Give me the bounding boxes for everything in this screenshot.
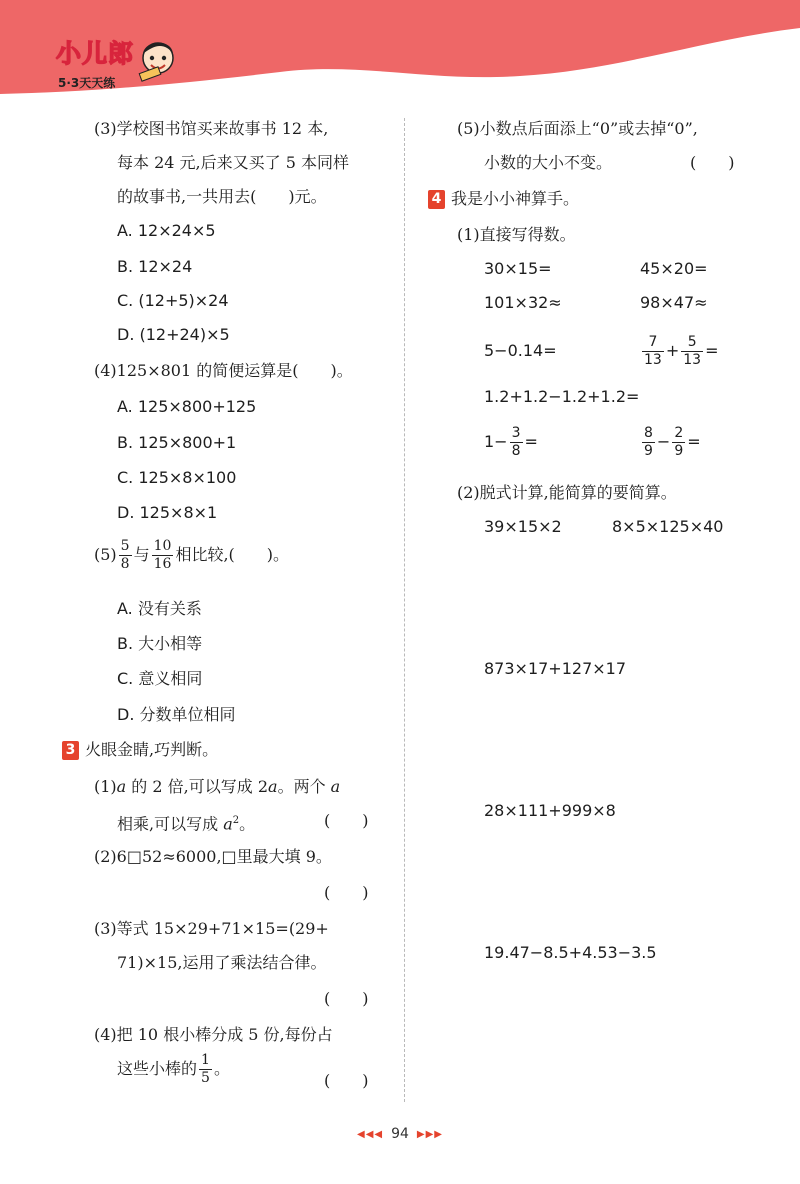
calc-r3b-frac2 xyxy=(681,334,703,369)
sec3-q1-var-a2: a xyxy=(268,777,278,796)
sec3-q4-end: 。 xyxy=(213,1059,230,1078)
calc-r5a-pre: 1− xyxy=(484,432,508,451)
calc-r5a-den: 8 xyxy=(511,443,521,459)
q2-5-frac1-den: 8 xyxy=(120,556,130,572)
expr-19-47-decimals: 19.47−8.5+4.53−3.5 xyxy=(484,943,657,962)
section-4-title: 我是小小神算手。 xyxy=(451,189,580,208)
q2-5-mid: 与 xyxy=(133,545,150,564)
sec3-q4-line2 xyxy=(117,1052,230,1087)
prev-arrows-icon: ◀◀◀ xyxy=(357,1129,384,1140)
q2-5-fraction-2 xyxy=(152,538,174,573)
calc-r5a-num: 3 xyxy=(511,425,521,441)
sec3-q4-frac-den: 5 xyxy=(201,1070,210,1086)
expr-8x5x125x40: 8×5×125×40 xyxy=(612,517,724,536)
q2-4-option-b[interactable]: B. 125×800+1 xyxy=(117,433,237,452)
sec3-q3-line2: 71)×15,运用了乘法结合律。 xyxy=(117,953,327,972)
calc-1-2-sum: 1.2+1.2−1.2+1.2= xyxy=(484,387,640,406)
sec3-q1-text-e: 。 xyxy=(239,814,256,834)
calc-7-13-plus-5-13 xyxy=(640,334,718,369)
section-4-badge: 4 xyxy=(428,190,445,209)
header-band xyxy=(0,0,800,110)
sec3-q3-line1: (3)等式 15×29+71×15=(29+ xyxy=(94,919,329,938)
q2-5-fraction-1 xyxy=(119,538,132,573)
calc-45x20: 45×20= xyxy=(640,259,708,278)
calc-101x32: 101×32≈ xyxy=(484,293,562,312)
sec3-q1-var-a3: a xyxy=(330,777,341,796)
q2-3-line2: 每本 24 元,后来又买了 5 本同样 xyxy=(117,153,349,172)
section-3-badge: 3 xyxy=(62,741,79,760)
sec3-q1-text-d: 相乘,可以写成 xyxy=(117,814,224,834)
sec3-q4-fraction xyxy=(199,1052,212,1087)
brand-subtitle: 5·3天天练 xyxy=(58,76,116,90)
boy-mascot-icon xyxy=(138,34,178,82)
q2-3-option-b[interactable]: B. 12×24 xyxy=(117,257,193,276)
q2-3-line1: (3)学校图书馆买来故事书 12 本, xyxy=(94,119,329,138)
q2-3-option-c[interactable]: C. (12+5)×24 xyxy=(117,291,229,310)
calc-30x15: 30×15= xyxy=(484,259,552,278)
sec3-q1-var-a4: a xyxy=(223,814,233,834)
sec3-q1-var-a1: a xyxy=(116,777,127,796)
sec3-q1-text-a: (1) xyxy=(94,777,117,796)
sec3-q4-text: 这些小棒的 xyxy=(117,1059,198,1078)
next-arrows-icon: ▶▶▶ xyxy=(416,1129,443,1140)
section-3-title: 火眼金睛,巧判断。 xyxy=(85,740,219,759)
calc-8-9-minus-2-9 xyxy=(640,425,701,460)
sec3-q2-answer-blank[interactable]: ( ) xyxy=(324,883,369,902)
expr-39x15x2: 39×15×2 xyxy=(484,517,562,536)
sec3-q4-line1: (4)把 10 根小棒分成 5 份,每份占 xyxy=(94,1025,333,1044)
calc-r3b-f2-den: 13 xyxy=(683,352,702,368)
calc-1-minus-3-8 xyxy=(484,425,538,460)
calc-r5b-op: − xyxy=(656,432,671,451)
q2-3-line3: 的故事书,一共用去( )元。 xyxy=(117,187,327,206)
calc-98x47: 98×47≈ xyxy=(640,293,708,312)
sec3-q4-frac-num: 1 xyxy=(201,1052,210,1068)
calc-r3b-op: + xyxy=(665,341,680,360)
expr-28x111-plus-999x8: 28×111+999×8 xyxy=(484,801,616,820)
calc-r5b-f1-den: 9 xyxy=(644,443,653,459)
calc-r5a-frac xyxy=(510,425,523,460)
sec3-q5-answer-blank[interactable]: ( ) xyxy=(690,153,735,172)
q2-5-frac2-den: 16 xyxy=(153,556,172,572)
q2-5-stem xyxy=(94,538,289,573)
sec3-q3-answer-blank[interactable]: ( ) xyxy=(324,989,369,1008)
sec3-q1-exponent: 2 xyxy=(232,815,240,826)
sec3-q5-line1: (5)小数点后面添上“0”或去掉“0”, xyxy=(457,119,698,138)
sec3-q4-answer-blank[interactable]: ( ) xyxy=(324,1071,369,1090)
q2-4-option-c[interactable]: C. 125×8×100 xyxy=(117,468,237,487)
q2-5-option-d[interactable]: D. 分数单位相同 xyxy=(117,705,236,724)
sec3-q5-line2: 小数的大小不变。 xyxy=(484,153,613,172)
brand-title: 小儿郎 xyxy=(56,39,135,68)
calc-r3b-f2-num: 5 xyxy=(681,334,703,352)
q2-5-prefix: (5) xyxy=(94,545,117,564)
page-number: 94 xyxy=(391,1126,409,1142)
calc-r5b-f1-num: 8 xyxy=(644,425,653,441)
calc-r5b-f2-den: 9 xyxy=(674,443,684,459)
calc-r5b-f2-num: 2 xyxy=(674,425,684,441)
sec4-part2-title: (2)脱式计算,能简算的要简算。 xyxy=(457,483,677,502)
expr-873x17-plus-127x17: 873×17+127×17 xyxy=(484,659,627,678)
sec4-part1-title: (1)直接写得数。 xyxy=(457,225,576,244)
sec3-q1-line1 xyxy=(94,776,340,798)
sec3-q1-text-b: 的 2 倍,可以写成 2 xyxy=(126,777,269,796)
q2-5-option-a[interactable]: A. 没有关系 xyxy=(117,599,202,618)
q2-3-option-d[interactable]: D. (12+24)×5 xyxy=(117,325,230,344)
calc-r3b-frac1 xyxy=(642,334,664,369)
q2-4-option-a[interactable]: A. 125×800+125 xyxy=(117,397,257,416)
calc-r5b-frac1 xyxy=(642,425,655,460)
q2-5-frac1-num: 5 xyxy=(120,538,130,554)
page-footer xyxy=(0,1126,800,1142)
calc-r3b-f1-den: 13 xyxy=(644,352,662,368)
q2-3-option-a[interactable]: A. 12×24×5 xyxy=(117,221,216,240)
section-3-heading xyxy=(62,739,218,761)
q2-4-option-d[interactable]: D. 125×8×1 xyxy=(117,503,218,522)
calc-5-minus-0-14: 5−0.14= xyxy=(484,341,557,360)
calc-r3b-eq: = xyxy=(705,341,719,360)
calc-r3b-f1-num: 7 xyxy=(642,334,664,352)
q2-4-stem: (4)125×801 的简便运算是( )。 xyxy=(94,361,353,380)
sec3-q1-line2 xyxy=(117,810,255,832)
sec3-q2: (2)6□52≈6000,□里最大填 9。 xyxy=(94,847,332,866)
sec3-q1-text-c: 。两个 xyxy=(277,777,331,796)
calc-r5b-frac2 xyxy=(672,425,685,460)
column-divider xyxy=(404,118,405,1102)
calc-r5a-eq: = xyxy=(524,432,538,451)
section-4-heading xyxy=(428,188,579,210)
q2-5-frac2-num: 10 xyxy=(153,538,172,554)
q2-5-suffix: 相比较,( )。 xyxy=(175,545,290,564)
q2-5-option-c[interactable]: C. 意义相同 xyxy=(117,669,203,688)
calc-r5b-eq: = xyxy=(687,432,701,451)
q2-5-option-b[interactable]: B. 大小相等 xyxy=(117,634,203,653)
sec3-q1-answer-blank[interactable]: ( ) xyxy=(324,811,369,830)
